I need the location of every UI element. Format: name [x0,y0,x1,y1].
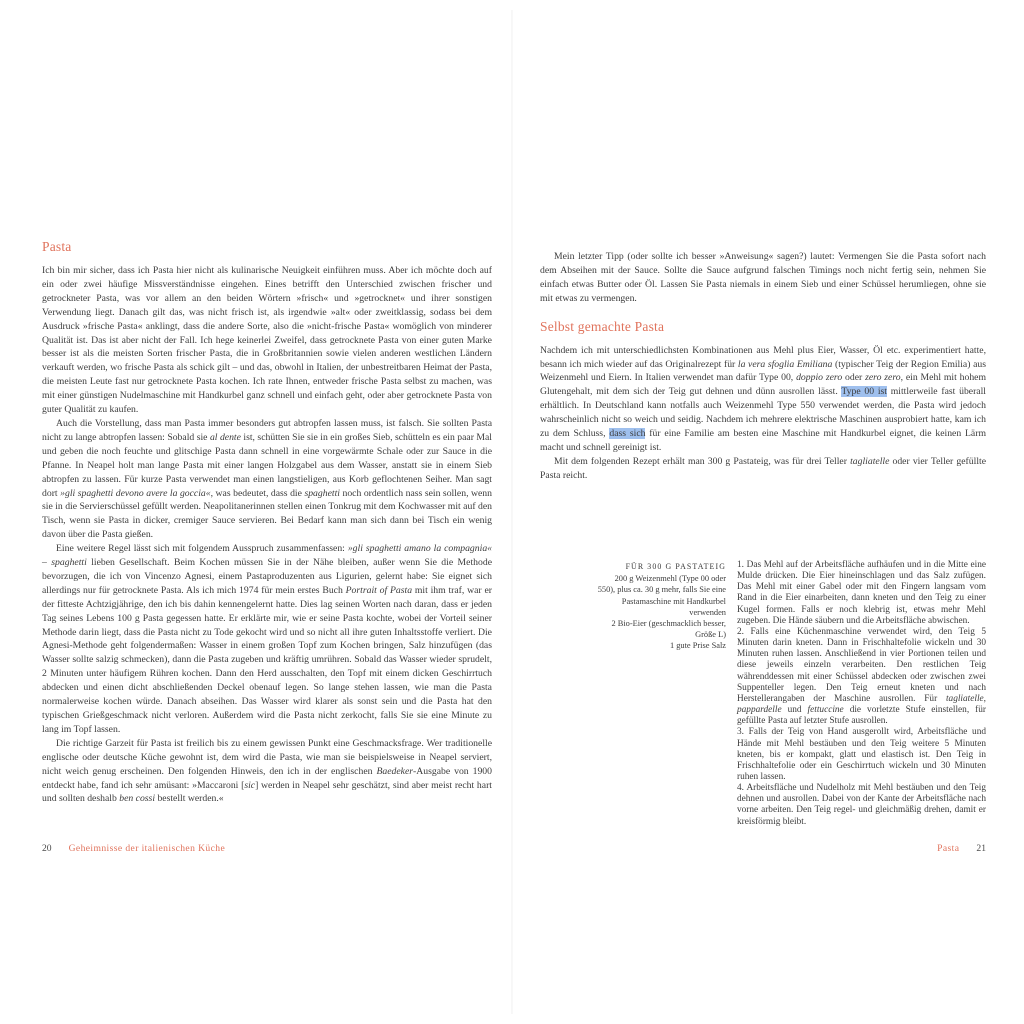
italic-text: »gli spaghetti amano la compagnia« [347,543,493,555]
italic-text: la vera sfoglia Emiliana [737,358,833,370]
italic-text: sic [244,779,256,791]
right-page-intro [540,250,986,306]
ingredient-line: 1 gute Prise Salz [669,641,726,651]
body-paragraph: Auch die Vorstellung, dass man Pasta immer besonders gut abtropfen lassen muss, ist falsch. Sie sollten Pasta nicht zu lange abtropfen lassen: Sobald sie al dente ist, schütten Sie sie in ein großes Sieb, schütteln es ein paar Mal und geben die noch feuchte und glitschige Pasta dann schnell in eine vorgewärmte Schale oder zur Sauce in die Pfanne. In Neapel holt man lange Pasta mit einer langen Holzgabel aus dem Wasser, anstatt sie in einem Sieb abtropfen zu lassen. Für kurze Pasta verwendet man einen langstieligen, aus Korb geflochtenen Seiher. Man sagt dort »gli spaghetti devono avere la goccia«, was bedeutet, dass die spaghetti noch ordentlich nass sein sollen, wenn sie in die Servierschüssel gefüllt werden. Neapolitanerinnen stellen einen Tonkrug mit dem Kochwasser mit auf den Tisch, wenn sie Pasta in dicker, cremiger Sauce servieren. Bei Bedarf kann man sich dann bei Tisch ein wenig davon über die Pasta gießen. [42,417,493,541]
italic-text: tagliatelle [850,455,890,467]
ingredients-title: FÜR 300 G PASTATEIG [625,562,726,571]
ingredients-list [596,573,726,651]
italic-text: zero zero [865,372,901,384]
page-right [540,250,986,483]
body-paragraph: Die richtige Garzeit für Pasta ist freilich bis zu einem gewissen Punkt eine Geschmacksfrage. Wer traditionelle englische oder deutsche Küche gewohnt ist, dem wird die Pasta, wie man sie beispielsweise in Neapel serviert, nicht weich genug erscheinen. Den folgenden Hinweis, den ich in der englischen Baedeker-Ausgabe von 1900 entdeckt habe, fand ich sehr amüsant: »Maccaroni [sic] werden in Neapel sehr geschätzt, sind aber meist recht hart und sollten deshalb ben cossi bestellt werden.« [42,737,492,805]
italic-text: »gli spaghetti devono avere la goccia« [60,487,211,499]
body-paragraph: Ich bin mir sicher, dass ich Pasta hier nicht als kulinarische Neuigkeit einführen muss. Aber ich möchte doch auf ein oder zwei häufige Missverständnisse eingehen. Eines betrifft den Unterschied zwischen frischer und getrockneter Pasta, was vor allem an den beiden Wörtern »frisch« und »getrocknet« und ihrer sonstigen Verwendung liegt. Danach gilt das, was nicht frisch ist, als irgendwie »alt« oder zweitklassig, sodass bei dem Ausdruck »frische Pasta« anklingt, dass die andere Sorte, also die »nicht-frische Pasta« womöglich von minderer Qualität ist. Das ist aber nicht der Fall. Ich hege keinerlei Zweifel, dass getrocknete Pasta von einer guten Marke besser ist als die meisten Sorten frischer Pasta, die in Großbritannien sowie vielen anderen westlichen Ländern verkauft werden, wo frische Pasta als schick gilt – und das, obwohl in Italien, der unbestreitbaren Heimat der Pasta, die meisten Leute fast nur getrocknete Pasta kochen. Ich rate Ihnen, entweder frische Pasta selbst zu machen, was mit einer günstigen Nudelmaschine mit Handkurbel ganz schnell und einfach geht, oder aber getrocknete Pasta von guter Qualität zu kaufen. [42,265,492,416]
right-page-footer [540,843,986,854]
page-number-left: 20 [42,843,52,854]
running-title-left: Geheimnisse der italienischen Küche [68,843,226,854]
italic-text: pappardelle [737,705,782,716]
italic-text: fettuccine [807,705,844,716]
ingredients-column [596,561,726,652]
body-paragraph: Eine weitere Regel lässt sich mit folgendem Ausspruch zusammenfassen: »gli spaghetti amano la compagnia« – spaghetti lieben Gesellschaft. Beim Kochen müssen Sie in der Nähe bleiben, außer wenn Sie die Methode bevorzugen, die ich von Vincenzo Agnesi, einem Pastaproduzenten aus Ligurien, gelernt habe: Sie eignet sich allerdings nur für getrocknete Pasta. Als ich mich 1974 für mein erstes Buch Portrait of Pasta mit ihm traf, war er der fitteste Achtzigjährige, den ich bis dahin kennengelernt hatte. Dies lag seinen Worten nach daran, dass er jeden Tag seines Lebens 100 g Pasta gegessen hatte. Er erklärte mir, wie er seine Pasta kochte, wobei der Vorteil seiner Methode darin liegt, dass die Pasta nicht zu Tode gekocht wird und so nicht all ihre guten Inhaltsstoffe verliert. Die Agnesi-Methode geht folgendermaßen: Wasser in einem großen Topf zum Kochen bringen, Salz hinzufügen (das Wasser sollte salzig schmecken), dann die Pasta zugeben und kräftig umrühren. Sobald das Wasser wieder sprudelt, 2 Minuten unter häufigem Rühren kochen. Dann den Herd ausschalten, den Topf mit einem dicken Geschirrtuch abdecken und einen dicht abschließenden Deckel obenauf legen. So lange stehen lassen, wie man die Pasta normalerweise kochen würde. Danach abseihen. Das Wasser wird klarer als sonst sein und die Pasta hat den typischen Grießgeschmack nicht verloren. Außerdem wird die Pasta nicht zerkocht, falls Sie sie eine Minute zu lang im Topf lassen. [42,543,493,735]
recipe-step: 1. Das Mehl auf der Arbeitsfläche aufhäufen und in die Mitte eine Mulde drücken. Die Eier hineinschlagen und das Salz zufügen. Das Mehl mit einer Gabel oder mit den Fingern langsam vom Rand in die Eier einarbeiten, dann kneten und den Teig zu einer Kugel formen. Falls er noch klebrig ist, etwas mehr Mehl zugeben. Die Hände säubern und die Arbeitsfläche abwischen. [737,560,986,626]
body-paragraph: Nachdem ich mit unterschiedlichsten Kombinationen aus Mehl plus Eier, Wasser, Öl etc. experimentiert hatte, besann ich mich wieder auf das Originalrezept für la vera sfoglia Emiliana (typischer Teig der Region Emilia) aus Weizenmehl und Eiern. In Italien verwendet man dafür Type 00, doppio zero oder zero zero, ein Mehl mit hohem Glutengehalt, mit dem sich der Teig gut dehnen und dünn ausrollen lässt. Type 00 ist mittlerweile fast überall erhältlich. In Deutschland kann notfalls auch Weizenmehl Type 550 verwendet werden, die Pasta wird jedoch wahrscheinlich nicht so weich und seidig. Nachdem ich mehrere elektrische Maschinen ausprobiert hatte, kam ich zu dem Schluss, dass sich für eine Familie am besten eine Maschine mit Handkurbel eignet, die keinen Lärm macht und schnell gereinigt ist. [540,344,986,453]
running-title-right: Pasta [937,843,960,854]
link-highlight[interactable]: dass sich [609,428,646,440]
chapter-heading-pasta: Pasta [42,239,72,254]
recipe-step: 4. Arbeitsfläche und Nudelholz mit Mehl bestäuben und den Teig dehnen und ausrollen. Dabei von der Kante der Arbeitsfläche nach vorne arbeiten. Den Teig regel- und gleichmäßig drehen, damit er kreisförmig bleibt. [737,783,986,827]
left-page-footer [42,843,492,854]
italic-text: doppio zero [796,372,843,384]
italic-text: spaghetti [304,487,340,499]
italic-text: ben cossi [119,793,156,805]
page-left [42,239,492,806]
recipe-step: 2. Falls eine Küchenmaschine verwendet wird, den Teig 5 Minuten darin kneten. Dann in Frischhaltefolie wickeln und 30 Minuten ruhen lassen. Anschließend in vier Portionen teilen und diese jeweils einzeln verarbeiten. Den restlichen Teig währenddessen mit einer Schüssel abdecken oder zwischen zwei Suppenteller legen. Den Teig erneut kneten und nach Herstellerangaben der Maschine ausrollen. Für tagliatelle, pappardelle und fettuccine die vorletzte Stufe einstellen, für gefüllte Pasta auf letzter Stufe ausrollen. [737,626,986,727]
italic-text: Baedeker [376,765,414,777]
section-heading-selbst-gemachte-pasta: Selbst gemachte Pasta [540,318,665,334]
italic-text: Portrait of Pasta [345,584,413,596]
recipe-step: 3. Falls der Teig von Hand ausgerollt wird, Arbeitsfläche und Hände mit Mehl bestäuben und den Teig weitere 5 Minuten kneten, bis er kompakt, glatt und elastisch ist. Den Teig in Frischhaltefolie oder ein Geschirrtuch wickeln und 30 Minuten ruhen lassen. [737,727,986,782]
left-page-body [42,264,492,806]
link-highlight[interactable]: Type 00 ist [841,386,887,398]
ingredient-line: 200 g Weizenmehl (Type 00 oder 550), plus ca. 30 g mehr, falls Sie eine Pastamaschine mit Handkurbel verwenden [597,574,726,617]
italic-text: al dente [209,431,241,443]
body-paragraph: Mein letzter Tipp (oder sollte ich besser »Anweisung« sagen?) lautet: Vermengen Sie die Pasta sofort nach dem Abseihen mit der Sauce. Sollte die Sauce aufgrund falschen Timings noch nicht fertig sein, nehmen Sie einfach etwas Butter oder Öl. Lassen Sie Pasta niemals in einem Sieb und einer Schüssel herumliegen, ohne sie mit etwas zu vermengen. [540,251,986,304]
body-paragraph: Mit dem folgenden Rezept erhält man 300 g Pastateig, was für drei Teller tagliatelle oder vier Teller gefüllte Pasta reicht. [540,455,986,481]
italic-text: tagliatelle [945,693,984,704]
ingredient-line: 2 Bio-Eier (geschmacklich besser, Größe L) [611,619,726,640]
page-number-right: 21 [976,843,986,854]
page-gutter-divider [511,10,513,1014]
italic-text: spaghetti [51,557,87,569]
steps-column [737,560,986,828]
right-page-body [540,344,986,483]
